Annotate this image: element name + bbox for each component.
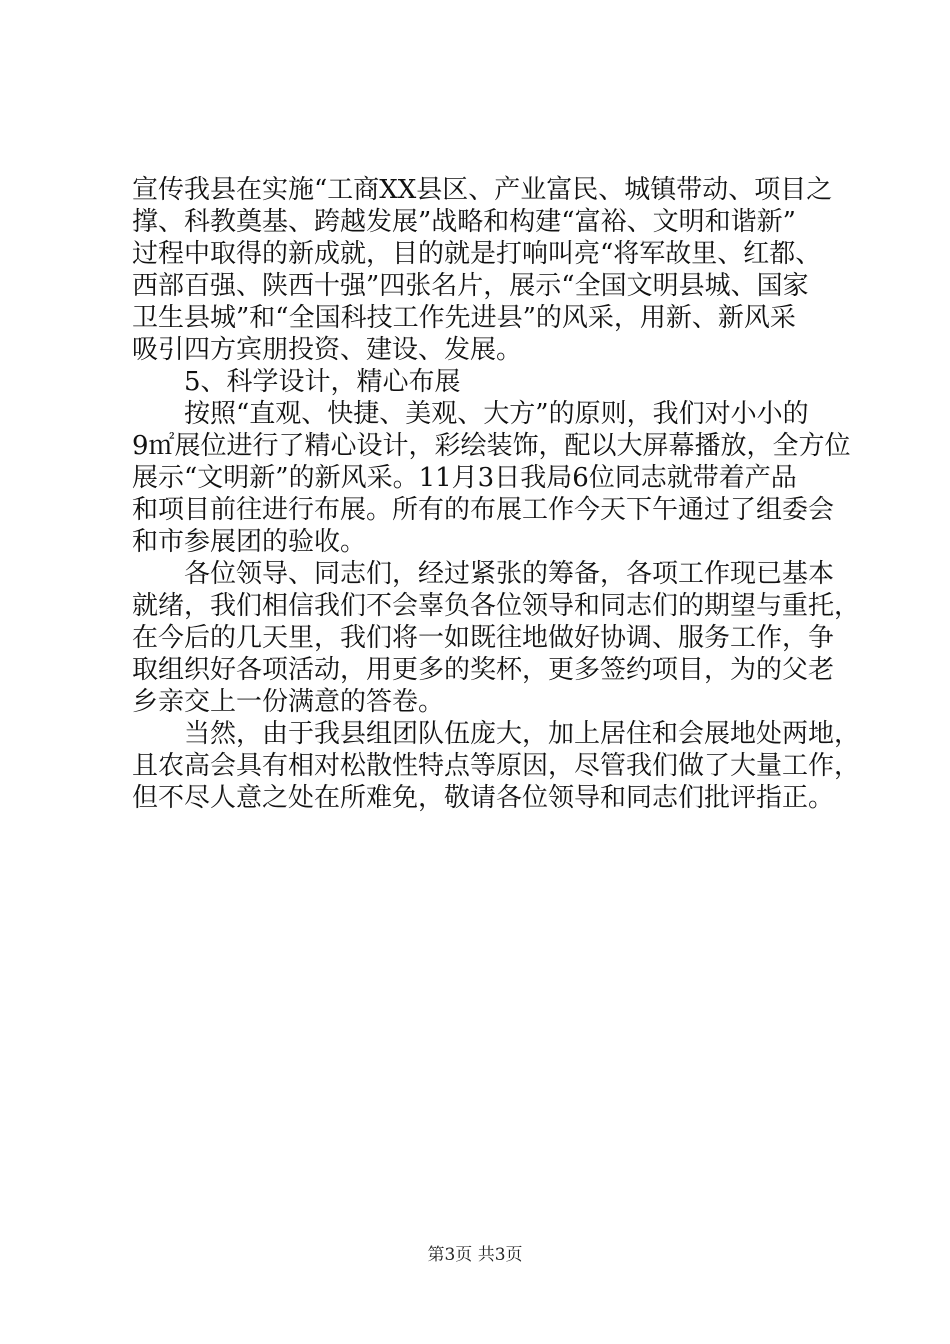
text-line: 乡亲交上一份满意的答卷。 (132, 687, 445, 717)
text-line: 吸引四方宾朋投资、建设、发展。 (132, 335, 523, 365)
text-line: 西部百强、陕西十强”四张名片，展示“全国文明县城、国家 (132, 271, 809, 301)
text-line: 和市参展团的验收。 (132, 527, 367, 557)
text-line: 卫生县城”和“全国科技工作先进县”的风采，用新、新风采 (132, 303, 796, 333)
document-body (132, 174, 861, 814)
text-line: 和项目前往进行布展。所有的布展工作今天下午通过了组委会 (132, 495, 835, 525)
text-line: 按照“直观、快捷、美观、大方”的原则，我们对小小的 (184, 399, 809, 429)
text-line: 宣传我县在实施“工商XX县区、产业富民、城镇带动、项目之 (132, 175, 833, 205)
page-number: 第3页 共3页 (427, 1245, 523, 1265)
text-line: 在今后的几天里，我们将一如既往地做好协调、服务工作，争 (132, 623, 835, 653)
text-line: 9㎡展位进行了精心设计，彩绘装饰，配以大屏幕播放，全方位 (132, 431, 851, 461)
text-line: 各位领导、同志们，经过紧张的筹备，各项工作现已基本 (184, 559, 835, 589)
section-heading: 5、科学设计，精心布展 (184, 367, 461, 397)
text-line: 且农高会具有相对松散性特点等原因，尽管我们做了大量工作， (132, 751, 861, 781)
text-line: 但不尽人意之处在所难免，敬请各位领导和同志们批评指正。 (132, 783, 835, 813)
text-line: 展示“文明新”的新风采。11月3日我局6位同志就带着产品 (132, 463, 797, 493)
text-line: 当然，由于我县组团队伍庞大，加上居住和会展地处两地， (184, 719, 861, 749)
text-line: 撑、科教奠基、跨越发展”战略和构建“富裕、文明和谐新” (132, 207, 796, 237)
text-line: 取组织好各项活动，用更多的奖杯，更多签约项目，为的父老 (132, 655, 835, 685)
text-line: 过程中取得的新成就，目的就是打响叫亮“将军故里、红都、 (132, 239, 822, 269)
page-footer (0, 1244, 950, 1266)
text-line: 就绪，我们相信我们不会辜负各位领导和同志们的期望与重托， (132, 591, 861, 621)
